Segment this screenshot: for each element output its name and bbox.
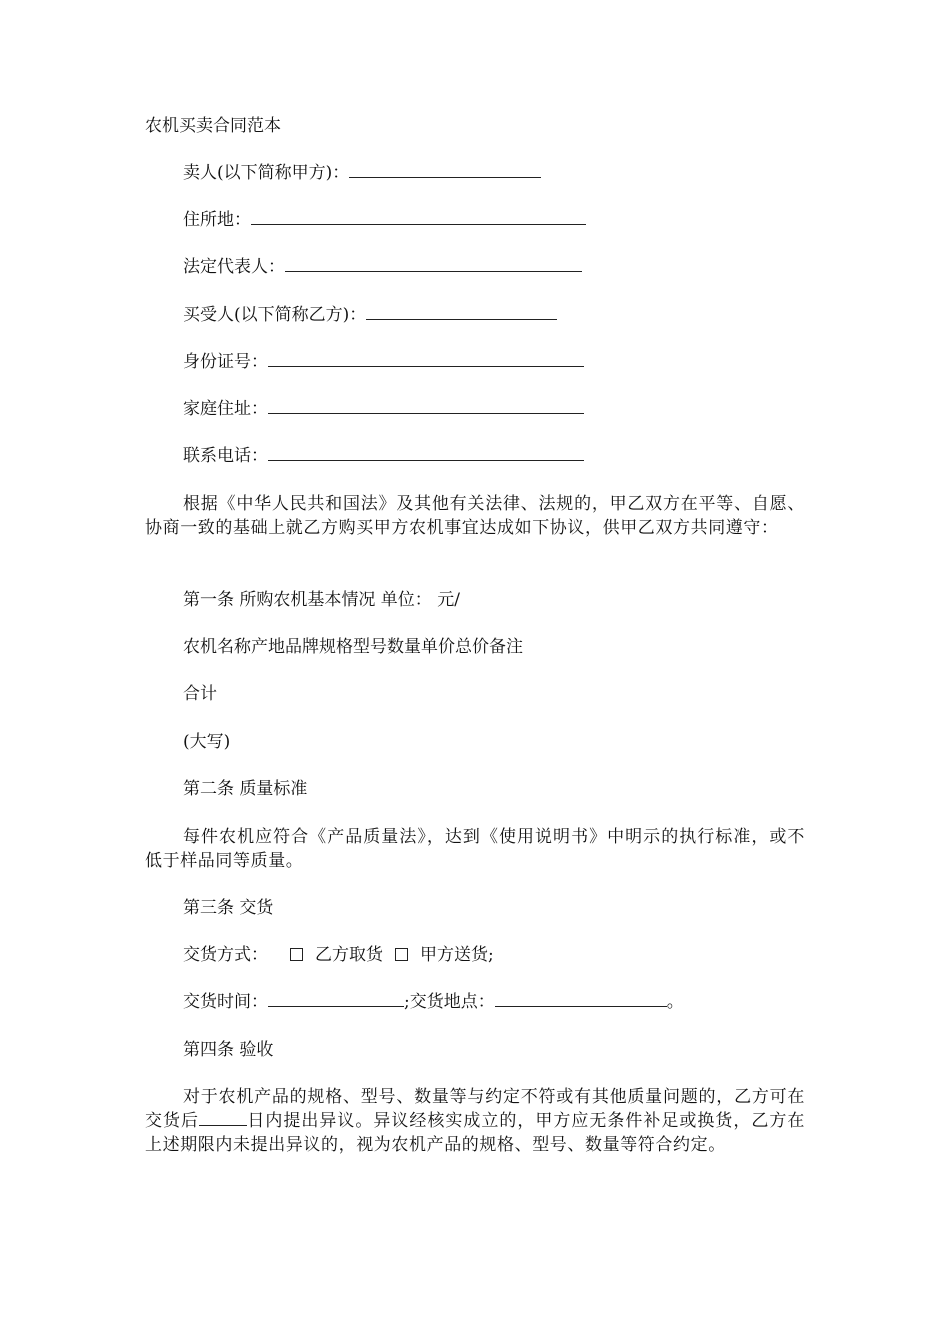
checkbox-seller-delivery[interactable] <box>395 948 408 961</box>
article2-heading: 第二条 质量标准 <box>183 779 308 799</box>
buyer-label: 买受人(以下简称乙方)： <box>183 305 367 325</box>
article3-heading: 第三条 交货 <box>183 898 274 918</box>
article1-capital: (大写) <box>183 732 231 752</box>
delivery-time-blank <box>268 990 404 1007</box>
legal-rep-blank <box>285 255 582 272</box>
preamble-paragraph: 根据《中华人民共和国法》及其他有关法律、法规的，甲乙双方在平等、自愿、协商一致的基础上就乙方购买甲方农机事宜达成如下协议，供甲乙双方共同遵守： <box>145 494 805 538</box>
checkbox-buyer-pickup[interactable] <box>290 948 303 961</box>
option-seller-delivery: 甲方送货; <box>420 945 494 965</box>
article1-total: 合计 <box>183 684 217 704</box>
address-line <box>183 208 586 232</box>
phone-blank <box>268 444 584 461</box>
address-label: 住所地： <box>183 210 251 230</box>
phone-label: 联系电话： <box>183 446 268 466</box>
buyer-line <box>183 303 557 327</box>
seller-line <box>183 161 541 185</box>
document-title: 农机买卖合同范本 <box>145 116 281 136</box>
article4-heading: 第四条 验收 <box>183 1040 274 1060</box>
seller-label: 卖人(以下简称甲方)： <box>183 163 350 183</box>
address-blank <box>251 208 586 225</box>
option-buyer-pickup: 乙方取货 <box>315 945 383 965</box>
home-address-blank <box>268 397 584 414</box>
delivery-time-line <box>183 990 684 1014</box>
delivery-time-label: 交货时间： <box>183 992 268 1012</box>
legal-rep-line <box>183 255 582 279</box>
article4-body-part2: 日内提出异议。异议经核实成立的，甲方应无条件补足或换货，乙方在上述期限内未提出异议的，视为农机产品的规格、型号、数量等符合约定。 <box>145 1111 805 1155</box>
id-blank <box>268 350 584 367</box>
buyer-blank <box>366 303 557 320</box>
delivery-place-label: ;交货地点： <box>404 992 495 1012</box>
phone-line <box>183 444 584 468</box>
id-line <box>183 350 584 374</box>
delivery-end-mark: 。 <box>666 992 684 1012</box>
delivery-method-label: 交货方式： <box>183 945 268 965</box>
article4-body <box>145 1085 805 1157</box>
home-address-label: 家庭住址： <box>183 399 268 419</box>
article4-body-part1: 对于农机产品的规格、型号、数量等与约定不符或有其他质量问题的，乙方可在交货后 <box>145 1087 805 1131</box>
article2-body: 每件农机应符合《产品质量法》，达到《使用说明书》中明示的执行标准，或不低于样品同等质量。 <box>145 827 805 871</box>
home-address-line <box>183 397 584 421</box>
delivery-place-blank <box>495 990 667 1007</box>
delivery-method-line <box>183 943 494 967</box>
legal-rep-label: 法定代表人： <box>183 257 285 277</box>
article1-table-header: 农机名称产地品牌规格型号数量单价总价备注 <box>183 637 523 657</box>
id-label: 身份证号： <box>183 352 268 372</box>
objection-days-blank <box>199 1109 247 1126</box>
article1-heading: 第一条 所购农机基本情况 单位： 元/ <box>183 590 460 610</box>
seller-blank <box>349 161 541 178</box>
